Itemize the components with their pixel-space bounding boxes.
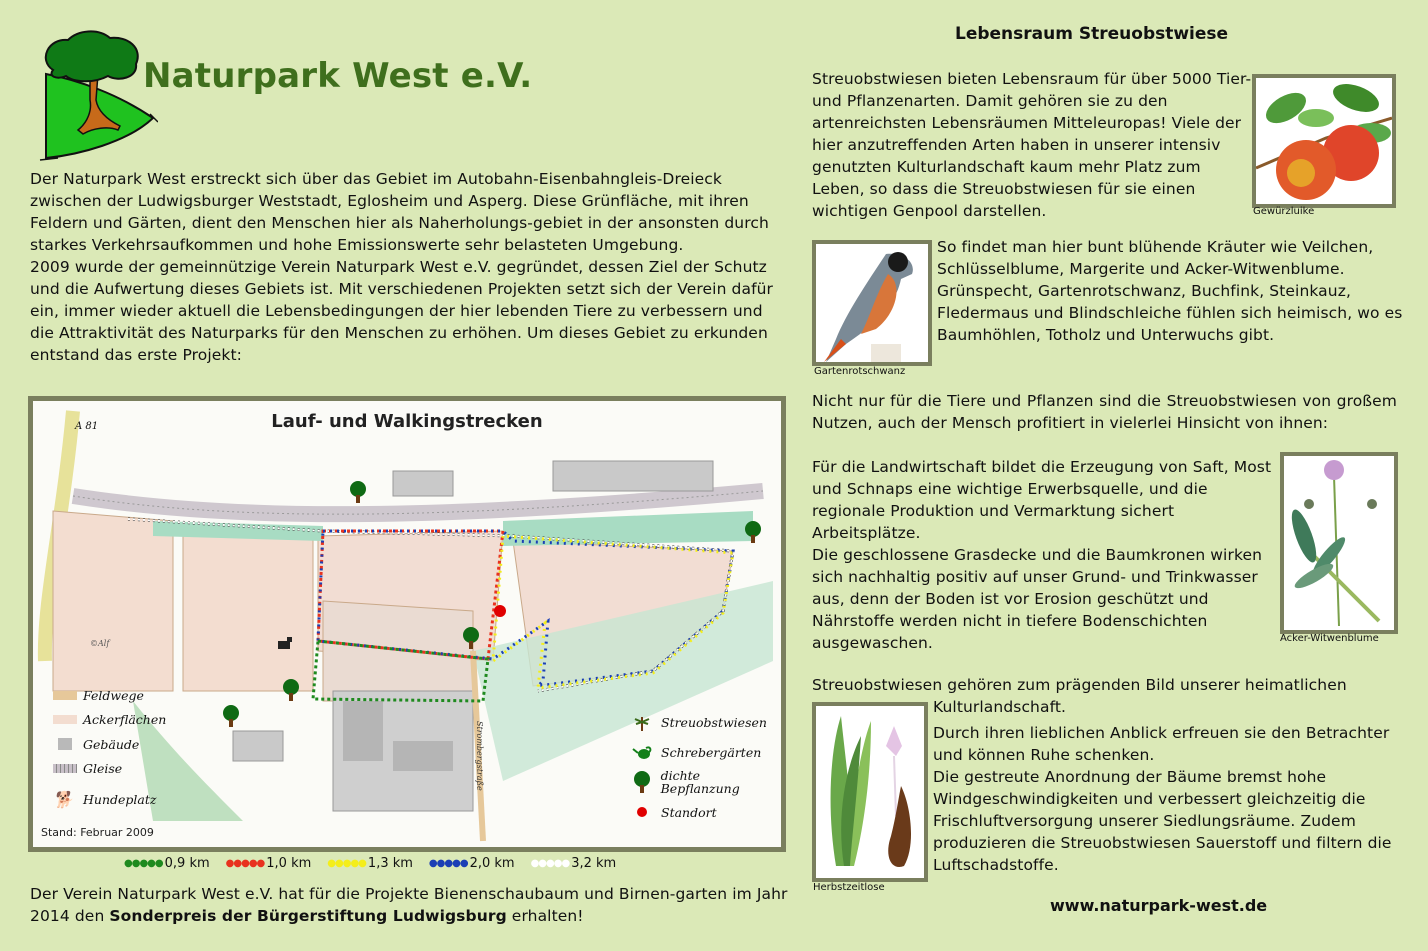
watering-can-icon [631, 744, 653, 760]
dense-tree-icon [631, 771, 653, 793]
green-dots-icon: ●●●●● [124, 858, 163, 869]
dog-icon: 🐕 [53, 789, 73, 809]
paragraph-habitat: Streuobstwiesen bieten Lebensraum für über 5000 Tier- und Pflanzenarten. Damit gehören sie zu den artenreichsten Lebensräumen Mitteleuropas! Viele der hier anzutreffenden Arten haben in unserer intensiv genutzten Kulturlandschaft kaum mehr Platz zum Leben, so dass die Streuobstwiesen für sie einen wichtigen Genpool darstellen. [812, 70, 1252, 220]
paragraph-agriculture-water [812, 456, 1272, 654]
red-dots-icon: ●●●●● [225, 858, 265, 869]
intro-paragraph-2: 2009 wurde der gemeinnützige Verein Naturpark West e.V. gegründet, dessen Ziel der Schutz und die Aufwertung dieses Gebiets ist. Mit verschiedenen Projekten setzt sich der Verein dafür ein, immer wieder aktuell die Lebensbedingungen der hier lebenden Tiere zu verbessern und die Attraktivität des Naturparks für den Menschen zu erhöhen. Um dieses Gebiet zu erkunden entstand das erste Projekt: [30, 258, 774, 364]
award-name: Sonderpreis der Bürgerstiftung Ludwigsburg [109, 907, 507, 925]
map-title: Lauf- und Walkingstrecken [271, 411, 543, 432]
dense-tree-marker [283, 679, 299, 701]
redstart-illustration [812, 240, 932, 366]
legend-item-dichte-bepflanzung: dichte Bepflanzung [631, 767, 781, 797]
paragraph-air: Die gestreute Anordnung der Bäume bremst hohe Windgeschwindigkeiten und verbessert gleichzeitig die Frischluftversorgung unserer Siedlungsräume. Zudem produzieren die Streuobstwiesen Sauerstoff und filtern die Luftschadstoffe. [933, 768, 1392, 874]
map-legend-left [53, 683, 166, 812]
map-date: Stand: Februar 2009 [41, 826, 154, 839]
field [53, 511, 173, 691]
intro-paragraph-1: Der Naturpark West erstreckt sich über das Gebiet im Autobahn-Eisenbahngleis-Dreieck zwischen der Ludwigsburger Weststadt, Eglosheim und Asperg. Diese Grünfläche, mit ihren Feldern und Gärten, dient den Menschen hier als Naherholungs-gebiet in der ansonsten durch starkes Verkehrsaufkommen und hohe Emissionswerte sehr belasteten Umgebung. [30, 170, 769, 254]
feldwege-swatch-icon [53, 691, 77, 700]
dense-tree-marker [223, 705, 239, 727]
section-title: Lebensraum Streuobstwiese [955, 24, 1229, 44]
yellow-dots-icon: ●●●●● [327, 858, 366, 869]
paragraph-calm: Durch ihren lieblichen Anblick erfreuen sie den Betrachter und können Ruhe schenken. [933, 724, 1390, 764]
apple-illustration [1252, 74, 1396, 208]
paragraph-benefits: Nicht nur für die Tiere und Pflanzen sind die Streuobstwiesen von großem Nutzen, auch der Mensch profitiert in vielerlei Hinsicht von ihnen: [812, 392, 1397, 432]
copyright: ©Alf [90, 639, 110, 648]
paragraph-water: Die geschlossene Grasdecke und die Baumkronen wirken sich nachhaltig positiv auf unser Grund- und Trinkwasser aus, denn der Boden ist vor Erosion geschützt und Nährstoffe werden nicht in tiefere Bodenschichten ausgewaschen. [812, 546, 1263, 652]
map-legend-right [631, 707, 781, 827]
route-map [28, 396, 786, 852]
street-label: Strombergstraße [475, 721, 484, 791]
ackerflaechen-swatch-icon [53, 715, 77, 724]
paragraph-agriculture: Für die Landwirtschaft bildet die Erzeugung von Saft, Most und Schnaps eine wichtige Erwerbsquelle, und die regionale Produktion und Vermarktung sichert Arbeitsplätze. [812, 458, 1272, 542]
route-item-3-2km: ●●●●● 3,2 km [530, 856, 617, 871]
paragraph-species: So findet man hier bunt blühende Kräuter wie Veilchen, Schlüsselblume, Margerite und Acker-Witwenblume. Grünspecht, Gartenrotschwanz, Buchfink, Steinkauz, Fledermaus und Blindschleiche fühlen sich heimisch, wo es Baumhöhlen, Totholz und Unterwuchs gibt. [937, 238, 1403, 344]
scabious-illustration [1280, 452, 1398, 634]
apple-caption: Gewürzluike [1253, 206, 1315, 217]
award-text: Der Verein Naturpark West e.V. hat für die Projekte Bienenschaubaum und Birnen-garten im Jahr 2014 den Sonderpreis der Bürgerstiftung Ludwigsburg erhalten! [30, 885, 788, 925]
legend-item-standort: Standort [631, 797, 781, 827]
website-link[interactable]: www.naturpark-west.de [1050, 896, 1268, 915]
route-item-0-9km: ●●●●● 0,9 km [124, 856, 210, 871]
legend-item-hundeplatz: 🐕 Hundeplatz [53, 789, 157, 809]
legend-item-schrebergaerten: Schrebergärten [631, 737, 781, 767]
redstart-caption: Gartenrotschwanz [814, 366, 906, 377]
field [323, 601, 473, 701]
field [183, 531, 313, 691]
route-item-1-3km: ●●●●● 1,3 km [327, 856, 413, 871]
legend-item-gebaeude: Gebäude [53, 732, 166, 757]
building [233, 731, 283, 761]
dense-tree-marker [350, 481, 366, 503]
legend-item-ackerflaechen: Ackerflächen [53, 708, 166, 733]
blue-dots-icon: ●●●●● [428, 858, 468, 869]
tree-on-hill-logo-icon [38, 30, 158, 162]
paragraph-landscape-cont: Kulturlandschaft. [933, 698, 1067, 716]
white-dots-icon: ●●●●● [530, 858, 570, 869]
legend-item-streuobstwiesen: Streuobstwiesen [631, 707, 781, 737]
route-item-1-0km: ●●●●● 1,0 km [225, 856, 312, 871]
location-dot-icon [631, 806, 653, 818]
paragraph-landscape: Streuobstwiesen gehören zum prägenden Bild unserer heimatlichen [812, 676, 1347, 694]
paragraph-climate [933, 696, 1413, 876]
intro-text [30, 168, 780, 366]
fruit-tree-icon [631, 713, 653, 731]
scabious-caption: Acker-Witwenblume [1280, 633, 1379, 644]
route-item-2-0km: ●●●●● 2,0 km [428, 856, 515, 871]
legend-item-feldwege: Feldwege [53, 683, 166, 708]
site-title: Naturpark West e.V. [143, 56, 533, 96]
building [393, 471, 453, 496]
building-swatch-icon [58, 738, 72, 750]
legend-item-gleise: Gleise [53, 757, 166, 782]
route-length-legend [124, 856, 616, 871]
rail-swatch-icon [53, 764, 77, 773]
highway-label: A 81 [75, 421, 99, 432]
crocus-caption: Herbstzeitlose [813, 882, 885, 893]
building [553, 461, 713, 491]
autumn-crocus-illustration [812, 702, 928, 882]
standort-marker [494, 605, 506, 617]
